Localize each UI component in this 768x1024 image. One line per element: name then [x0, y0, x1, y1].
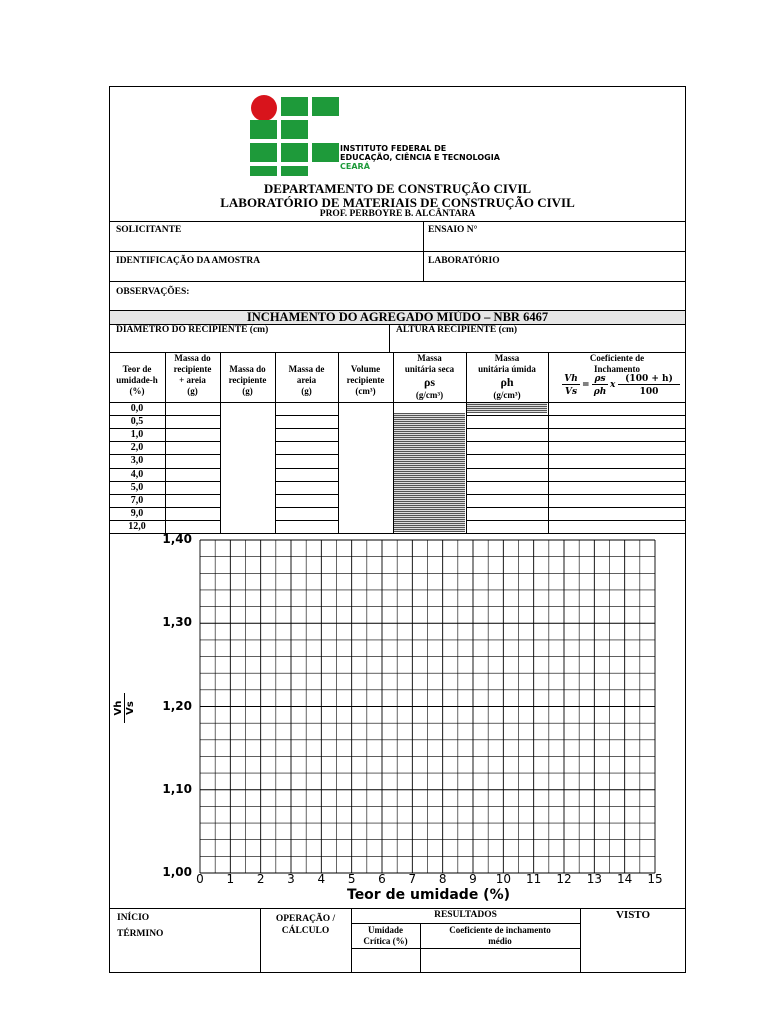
y-axis-label-den: Vs [125, 701, 136, 715]
x-tick-label: 0 [196, 872, 204, 886]
x-tick-label: 7 [408, 872, 417, 886]
y-tick-label: 1,00 [162, 865, 192, 879]
x-tick-label: 6 [378, 872, 386, 886]
termino-label: TÉRMINO [117, 929, 164, 939]
header-massa-recipiente: Massa do recipiente (g) [228, 364, 267, 396]
test-title: INCHAMENTO DO AGREGADO MIÙDO – NBR 6467 [246, 310, 549, 324]
y-tick-label: 1,40 [162, 532, 192, 546]
header-volume: Volume recipiente (cm³) [346, 364, 385, 396]
y-axis-label-num: Vh [113, 693, 125, 723]
x-tick-label: 14 [617, 872, 633, 886]
logo-text-line-3: CEARÁ [340, 162, 370, 171]
x-tick-label: 8 [438, 872, 447, 886]
logo-text-line-1: INSTITUTO FEDERAL DE [340, 144, 447, 153]
y-tick-label: 1,20 [162, 698, 192, 713]
altura-label: ALTURA RECIPIENTE (cm) [396, 325, 518, 335]
laboratory-title: LABORATÓRIO DE MATERIAIS DE CONSTRUÇÃO CIVIL [220, 195, 575, 210]
diametro-label: DIAMETRO DO RECIPIENTE (cm) [116, 325, 269, 335]
y-axis-label [113, 693, 137, 723]
chart [109, 533, 686, 908]
x-tick-label: 1 [226, 872, 235, 886]
coeficiente-formula: Vh Vs = ρs ρh x (100 + h) 100 [562, 374, 682, 400]
x-tick-label: 9 [469, 872, 477, 886]
teor-value: 0,5 [130, 416, 144, 428]
teor-value: 9,0 [130, 507, 144, 519]
inicio-label: INÍCIO [117, 913, 150, 923]
x-axis-label: Teor de umidade (%) [347, 887, 511, 903]
x-tick-label: 3 [287, 872, 295, 886]
x-tick-label: 2 [256, 872, 265, 886]
visto-label: VISTO [615, 909, 651, 921]
teor-value: 7,0 [130, 494, 144, 506]
header-massa-areia: Massa de areia (g) [288, 364, 325, 396]
ensaio-label: ENSAIO N° [428, 225, 478, 235]
teor-value: 4,0 [130, 468, 144, 480]
header-massa-recipiente-areia: Massa do recipiente + areia (g) [173, 353, 212, 396]
teor-value: 5,0 [130, 481, 144, 493]
x-tick-label: 15 [647, 872, 663, 886]
chart-svg [109, 533, 686, 908]
header-massa-seca: Massa unitária seca ρs (g/cm³) [404, 353, 455, 400]
header-massa-umida: Massa unitária úmida ρh (g/cm³) [478, 353, 536, 400]
observacoes-label: OBSERVAÇÕES: [116, 287, 190, 297]
operacao-label: OPERAÇÃO / CÁLCULO [275, 914, 336, 936]
professor-name: PROF. PERBOYRE B. ALCÂNTARA [319, 209, 476, 219]
resultados-label: RESULTADOS [434, 910, 497, 920]
y-tick-label: 1,10 [162, 781, 192, 796]
laboratorio-label: LABORATÓRIO [428, 256, 500, 266]
teor-value: 1,0 [130, 429, 144, 441]
solicitante-label: SOLICITANTE [116, 225, 182, 235]
x-tick-label: 10 [495, 872, 511, 886]
teor-value: 0,0 [130, 403, 144, 414]
x-tick-label: 12 [556, 872, 572, 886]
logo-text-line-2: EDUCAÇÃO, CIÊNCIA E TECNOLOGIA [340, 153, 500, 162]
x-tick-label: 5 [347, 872, 356, 886]
y-tick-label: 1,30 [162, 615, 192, 630]
hatched-block-rho-h-first [467, 403, 547, 413]
header-teor: Teor de umidade-h (%) [116, 364, 158, 396]
teor-value: 2,0 [130, 442, 144, 454]
x-tick-label: 13 [586, 872, 602, 886]
teor-value: 3,0 [130, 455, 144, 467]
umidade-critica-label: Umidade Crítica (%) [363, 925, 408, 946]
teor-value: 12,0 [128, 520, 146, 532]
department-title: DEPARTAMENTO DE CONSTRUÇÃO CIVIL [263, 181, 532, 196]
header-coeficiente: Coeficiente de Inchamento [589, 353, 645, 374]
x-tick-label: 11 [526, 872, 542, 886]
x-tick-label: 4 [317, 872, 326, 886]
identificacao-label: IDENTIFICAÇÃO DA AMOSTRA [116, 256, 261, 266]
hatched-block-rho-s [394, 413, 465, 532]
coef-medio-label: Coeficiente de inchamento médio [449, 925, 551, 946]
